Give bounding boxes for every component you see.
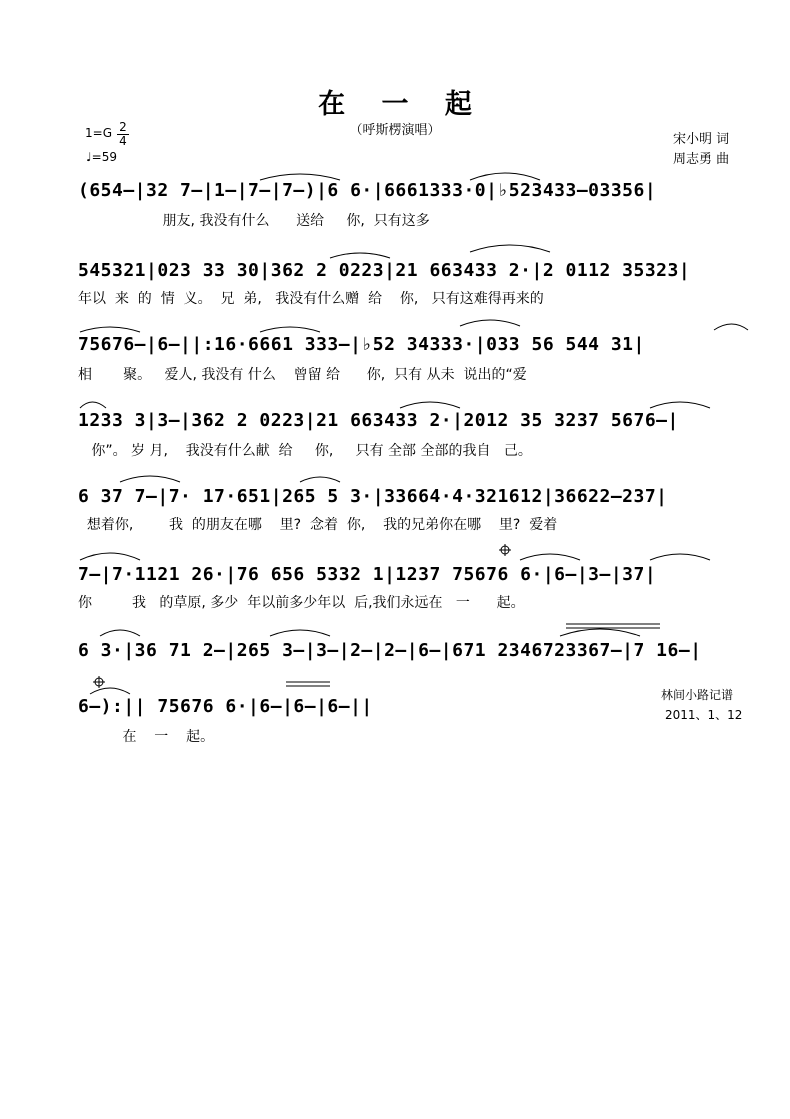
time-signature — [117, 121, 129, 148]
notation-line-3: 75676—|6—||:16·6661 333—|♭52 34333·|033 56 544 31| — [78, 334, 645, 355]
notation-line-7: 6 3·|36 71 2—|265 3—|3—|2—|2—|6—|671 2346723367—|7 16—| — [78, 640, 702, 661]
lyric-line-8: 在 一 起。 — [78, 729, 215, 745]
time-signature-bottom: 4 — [119, 134, 127, 149]
notation-line-6: 7—|7·1121 26·|76 656 5332 1|1237 75676 6·|6—|3—|37| — [78, 564, 657, 585]
lyric-line-3: 相 聚。 爱人, 我没有 什么 曾留 给 你, 只有 从未 说出的“爱 — [78, 367, 527, 383]
lyric-line-5: 想着你, 我 的朋友在哪 里? 念着 你, 我的兄弟你在哪 里? 爱着 — [78, 517, 558, 533]
key-label: 1=G — [85, 126, 112, 140]
lyric-line-7 — [78, 672, 748, 690]
lyric-line-1: 朋友, 我没有什么 送给 你, 只有这多 — [78, 213, 430, 229]
transcription-date: 2011、1、12 — [665, 708, 743, 722]
lyric-line-4: 你”。 岁 月, 我没有什么献 给 你, 只有 全部 全部的我自 己。 — [78, 443, 532, 459]
key-signature — [85, 120, 127, 149]
lyricist-credit: 宋小明 词 — [673, 132, 730, 147]
lyric-line-2: 年以 来 的 情 义。 兄 弟, 我没有什么赠 给 你, 只有这难得再来的 — [78, 291, 544, 307]
notation-line-4: 1233 3|3—|362 2 0223|21 663433 2·|2012 35 3237 5676—| — [78, 410, 679, 431]
time-signature-top: 2 — [117, 121, 129, 135]
transcriber-credit: 林间小路记谱 — [661, 688, 734, 702]
lyric-line-6: 你 我 的草原, 多少 年以前多少年以 后,我们永远在 一 起。 — [78, 595, 525, 611]
notation-line-5: 6 37 7—|7· 17·651|265 5 3·|33664·4·321612|36622—237| — [78, 486, 668, 507]
song-subtitle: （呼斯楞演唱） — [349, 123, 441, 138]
song-title: 在 一 起 — [318, 89, 486, 120]
tempo-marking: ♩=59 — [86, 150, 117, 164]
notation-line-1: (654—|32 7—|1—|7—|7—)|6 6·|6661333·0|♭523433—03356| — [78, 180, 657, 201]
notation-line-2: 545321|023 33 30|362 2 0223|21 663433 2·|2 0112 35323| — [78, 260, 691, 281]
composer-credit: 周志勇 曲 — [673, 152, 730, 167]
notation-line-8: 6—):|| 75676 6·|6—|6—|6—|| — [78, 696, 373, 717]
